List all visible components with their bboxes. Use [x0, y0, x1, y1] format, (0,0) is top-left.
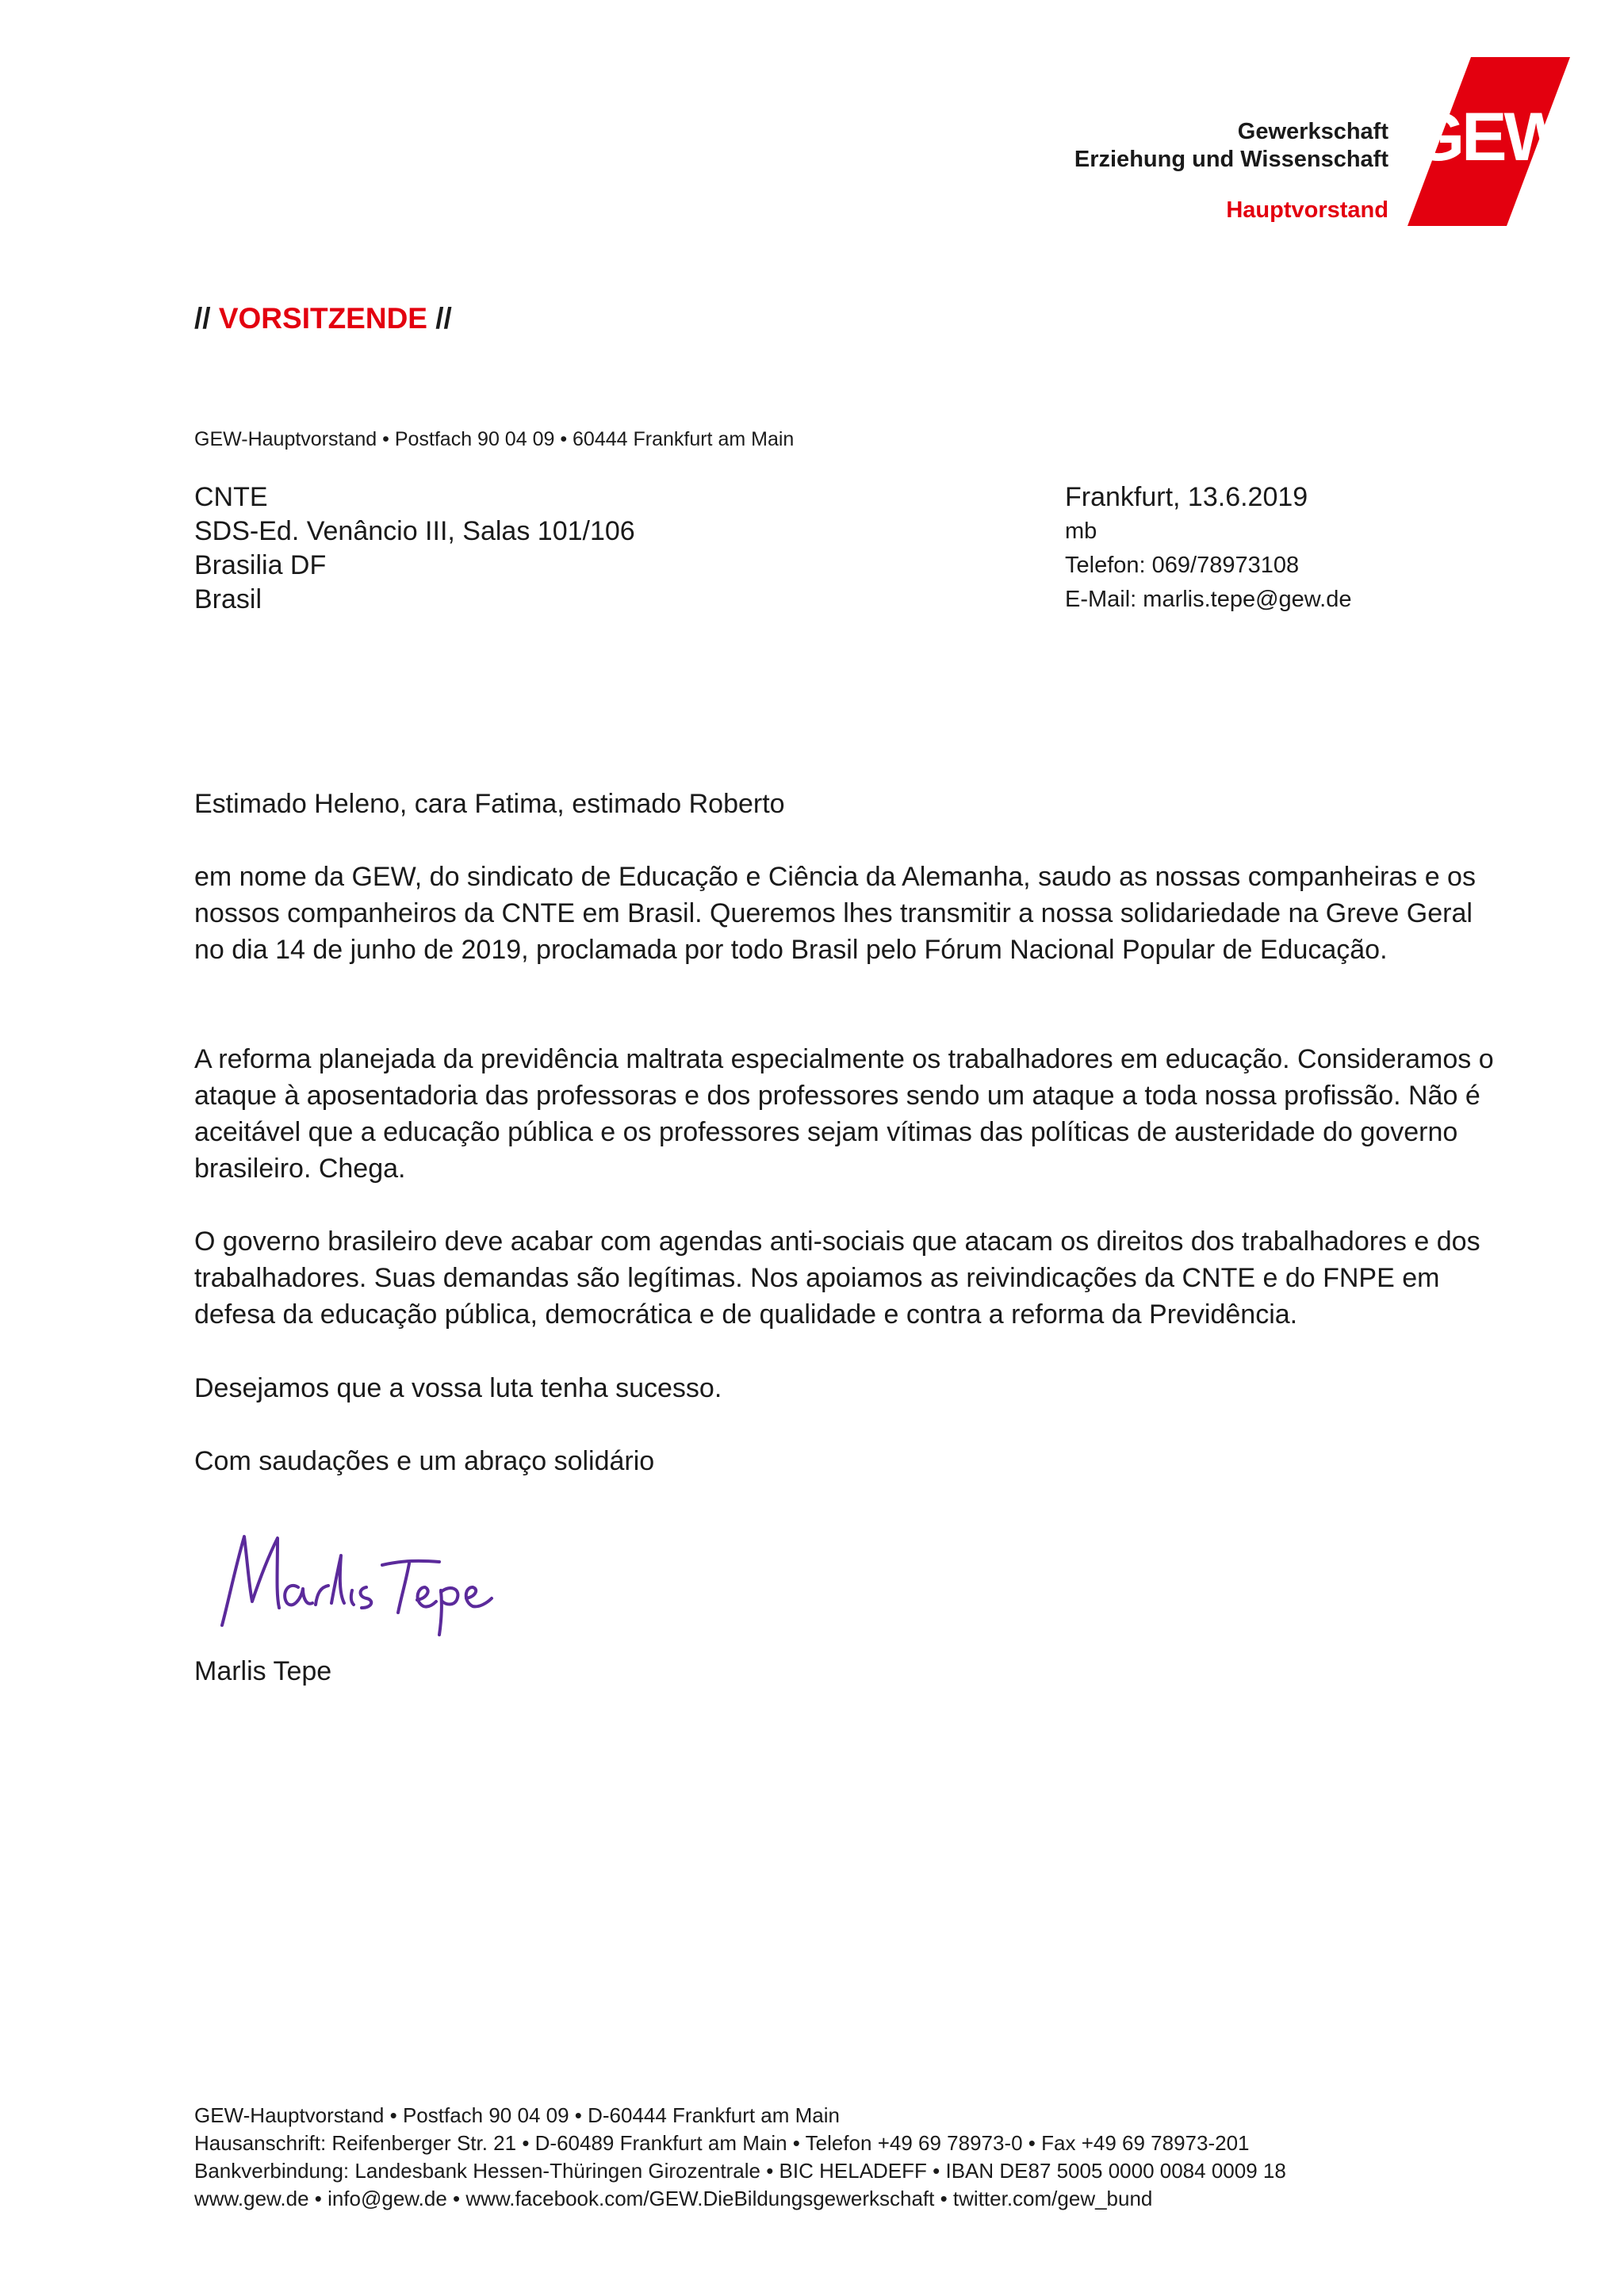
- closing: Com saudações e um abraço solidário: [194, 1446, 655, 1476]
- letter-meta: [1065, 480, 1351, 617]
- department-name: Hauptvorstand: [1226, 197, 1388, 223]
- return-address: GEW-Hauptvorstand • Postfach 90 04 09 • 60444 Frankfurt am Main: [194, 428, 795, 450]
- recipient-line-1: CNTE: [194, 482, 268, 512]
- organization-name: [1074, 118, 1388, 174]
- recipient-line-4: Brasil: [194, 584, 262, 614]
- section-heading: [194, 302, 452, 335]
- recipient-line-2: SDS-Ed. Venâncio III, Salas 101/106: [194, 516, 635, 546]
- paragraph-2-text: A reforma planejada da previdência maltrata especialmente os trabalhadores em educação. Consideramos o ataque à aposentadoria das professoras e dos professores sendo um ataque a toda nossa profissão. Não é aceitável que a educação pública e os professores sejam vítimas das políticas de austeridade do governo brasileiro. Chega.: [194, 1044, 1494, 1184]
- paragraph-2: [194, 1041, 1495, 1187]
- reference-code: mb: [1065, 519, 1097, 544]
- paragraph-4: Desejamos que a vossa luta tenha sucesso.: [194, 1373, 722, 1403]
- heading-suffix: //: [427, 302, 452, 335]
- paragraph-3: [194, 1223, 1495, 1333]
- signer-name: Marlis Tepe: [194, 1656, 332, 1686]
- email-address: E-Mail: marlis.tepe@gew.de: [1065, 587, 1352, 612]
- paragraph-3-text: O governo brasileiro deve acabar com agendas anti-sociais que atacam os direitos dos trabalhadores e dos trabalhadores. Suas demandas são legítimas. Nos apoiamos as reivindicações da CNTE e do FNPE em defesa da educação pública, democrática e de qualidade e contra a reforma da Previdência.: [194, 1226, 1480, 1330]
- handwritten-signature: [205, 1514, 506, 1641]
- footer-line-1: GEW-Hauptvorstand • Postfach 90 04 09 • D-60444 Frankfurt am Main: [194, 2103, 840, 2127]
- paragraph-1: [194, 859, 1495, 968]
- salutation: Estimado Heleno, cara Fatima, estimado Roberto: [194, 789, 785, 819]
- footer-line-4: www.gew.de • info@gew.de • www.facebook.com/GEW.DieBildungsgewerkschaft • twitter.com/gew_bund: [194, 2187, 1153, 2210]
- footer-line-3: Bankverbindung: Landesbank Hessen-Thüringen Girozentrale • BIC HELADEFF • IBAN DE87 5005 0000 0084 0009 18: [194, 2159, 1286, 2183]
- org-line-2: Erziehung und Wissenschaft: [1074, 147, 1388, 172]
- heading-prefix: //: [194, 302, 219, 335]
- recipient-address: [194, 480, 635, 617]
- footer: [194, 2102, 1286, 2213]
- recipient-line-3: Brasilia DF: [194, 550, 327, 580]
- paragraph-1-text: em nome da GEW, do sindicato de Educação e Ciência da Alemanha, saudo as nossas companheiras e os nossos companheiros da CNTE em Brasil. Queremos lhes transmitir a nossa solidariedade na Greve Geral no dia 14 de junho de 2019, proclamada por todo Brasil pelo Fórum Nacional Popular de Educação.: [194, 862, 1476, 965]
- heading-title: VORSITZENDE: [218, 302, 427, 335]
- org-line-1: Gewerkschaft: [1237, 119, 1388, 144]
- logo-text: GEW: [1411, 99, 1565, 175]
- phone-number: Telefon: 069/78973108: [1065, 553, 1300, 578]
- footer-line-2: Hausanschrift: Reifenberger Str. 21 • D-60489 Frankfurt am Main • Telefon +49 69 78973-0 • Fax +49 69 78973-201: [194, 2131, 1250, 2155]
- letter-date: Frankfurt, 13.6.2019: [1065, 482, 1308, 512]
- gew-logo: [1408, 57, 1570, 226]
